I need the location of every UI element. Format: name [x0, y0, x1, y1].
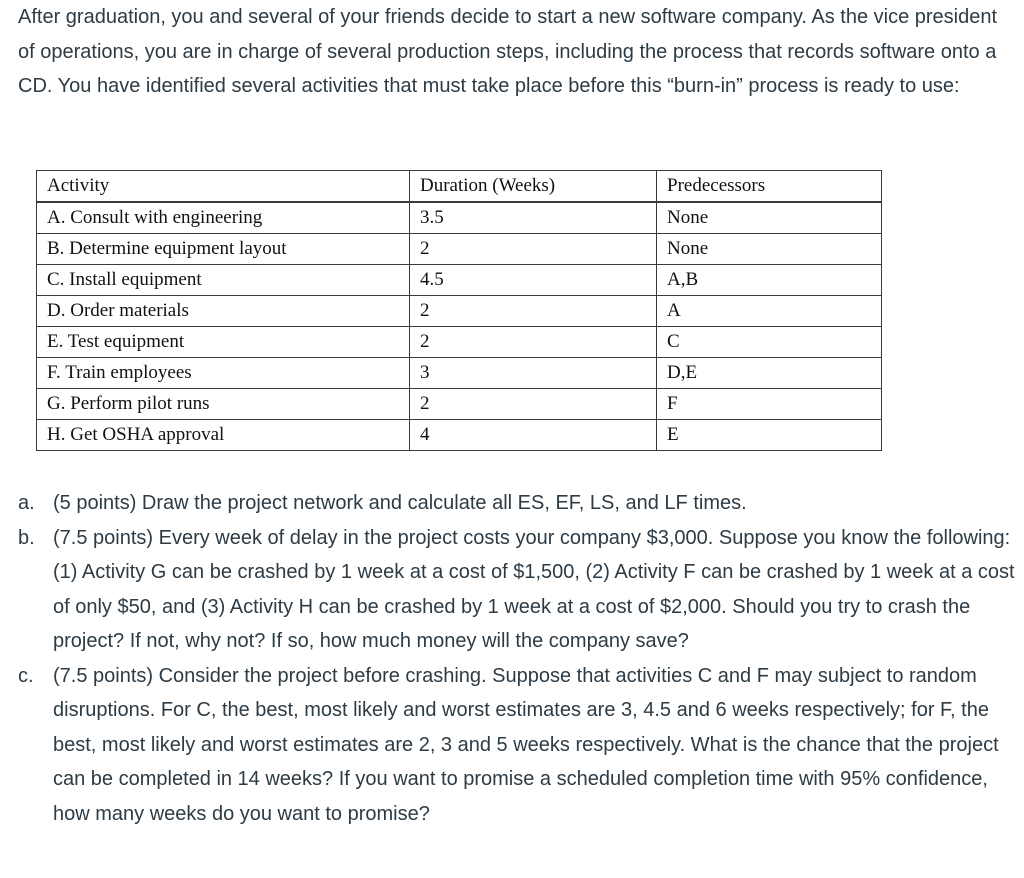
- table-row: [37, 389, 882, 420]
- activity-cell: C. Install equipment: [37, 265, 410, 296]
- activity-cell: G. Perform pilot runs: [37, 389, 410, 420]
- predecessors-cell: E: [657, 420, 882, 451]
- duration-cell: 2: [410, 327, 657, 358]
- predecessors-cell: F: [657, 389, 882, 420]
- predecessors-cell: None: [657, 234, 882, 265]
- question-text: (7.5 points) Consider the project before crashing. Suppose that activities C and F may subject to random disruptions. For C, the best, most likely and worst estimates are 3, 4.5 and 6 weeks respectively; for F, the best, most likely and worst estimates are 2, 3 and 5 weeks respectively. What is the chance that the project can be completed in 14 weeks? If you want to promise a scheduled completion time with 95% confidence, how many weeks do you want to promise?: [53, 664, 999, 825]
- question-marker: b.: [18, 526, 35, 549]
- activity-cell: D. Order materials: [37, 296, 410, 327]
- activity-cell: B. Determine equipment layout: [37, 234, 410, 265]
- duration-cell: 3: [410, 358, 657, 389]
- predecessors-cell: None: [657, 202, 882, 234]
- activity-table-container: [36, 170, 882, 451]
- table-row: [37, 234, 882, 265]
- table-row: [37, 420, 882, 451]
- activity-cell: A. Consult with engineering: [37, 202, 410, 234]
- activity-cell: F. Train employees: [37, 358, 410, 389]
- table-row: [37, 296, 882, 327]
- question-a: [18, 486, 1018, 521]
- duration-cell: 2: [410, 296, 657, 327]
- question-text: (7.5 points) Every week of delay in the project costs your company $3,000. Suppose you know the following: (1) Activity G can be crashed by 1 week at a cost of $1,500, (2) Activity F can be crashed by 1 week at a cost of only $50, and (3) Activity H can be crashed by 1 week at a cost of $2,000. Should you try to crash the project? If not, why not? If so, how much money will the company save?: [53, 526, 1015, 652]
- table-row: [37, 265, 882, 296]
- table-row: [37, 358, 882, 389]
- question-list: [18, 486, 1018, 831]
- predecessors-cell: A,B: [657, 265, 882, 296]
- question-c: [18, 659, 1018, 832]
- question-b: [18, 521, 1018, 659]
- question-marker: a.: [18, 492, 35, 514]
- duration-cell: 2: [410, 389, 657, 420]
- header-duration: Duration (Weeks): [410, 171, 657, 203]
- predecessors-cell: D,E: [657, 358, 882, 389]
- duration-cell: 3.5: [410, 202, 657, 234]
- header-predecessors: Predecessors: [657, 171, 882, 203]
- duration-cell: 4.5: [410, 265, 657, 296]
- predecessors-cell: A: [657, 296, 882, 327]
- duration-cell: 4: [410, 420, 657, 451]
- header-activity: Activity: [37, 171, 410, 203]
- activity-cell: H. Get OSHA approval: [37, 420, 410, 451]
- predecessors-cell: C: [657, 327, 882, 358]
- activity-table: [36, 170, 882, 451]
- question-text: (5 points) Draw the project network and calculate all ES, EF, LS, and LF times.: [53, 492, 747, 514]
- table-row: [37, 327, 882, 358]
- activity-cell: E. Test equipment: [37, 327, 410, 358]
- table-row: [37, 202, 882, 234]
- intro-paragraph: After graduation, you and several of your friends decide to start a new software company. As the vice president of operations, you are in charge of several production steps, including the process that records software onto a CD. You have identified several activities that must take place before this “burn-in” process is ready to use:: [18, 6, 998, 97]
- table-header-row: [37, 171, 882, 203]
- duration-cell: 2: [410, 234, 657, 265]
- question-marker: c.: [18, 664, 34, 687]
